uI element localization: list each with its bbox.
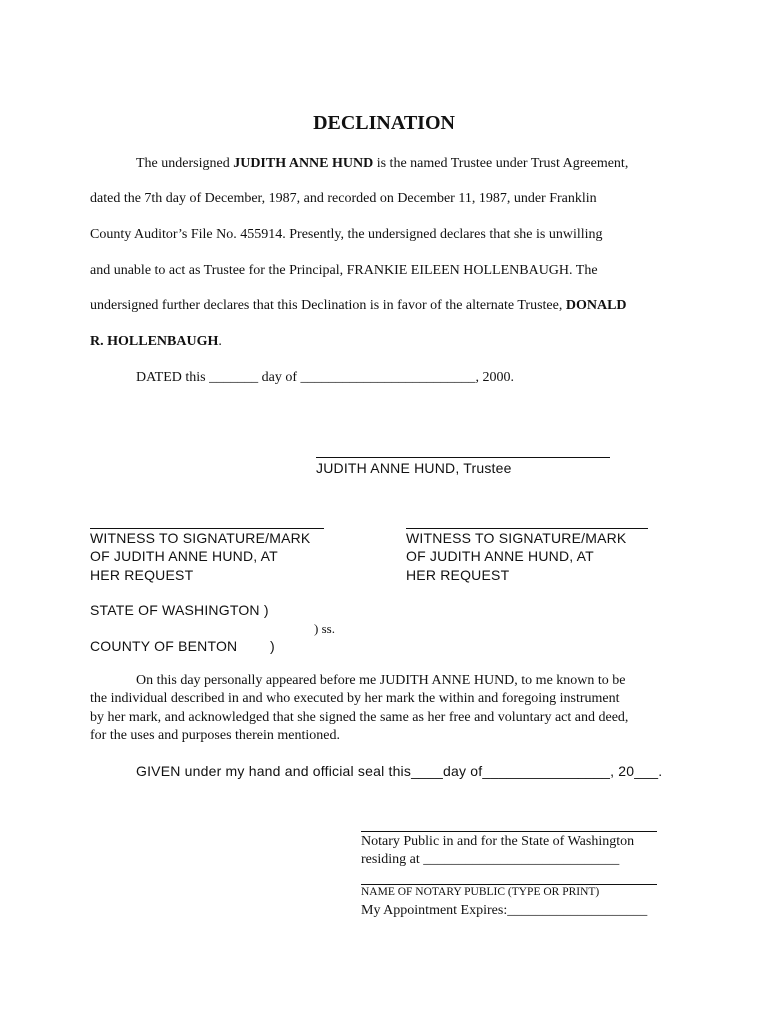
witness-right-label-3: HER REQUEST [406,567,510,583]
trustee-signature-label: JUDITH ANNE HUND, Trustee [316,460,512,476]
notary-name-line [361,884,657,885]
trustee-signature-line [316,457,610,458]
witness-left-label-2: OF JUDITH ANNE HUND, AT [90,548,278,564]
trustee-name: JUDITH ANNE HUND [233,156,374,171]
witness-left-label-1: WITNESS TO SIGNATURE/MARK [90,530,311,546]
notary-residing-line: residing at ____________________________ [361,852,620,867]
witness-right-signature-line [406,528,648,529]
declaration-text: . [218,334,222,349]
alternate-trustee-name: DONALD [565,298,627,313]
notary-public-label: Notary Public in and for the State of Washington [361,834,635,849]
document-title: DECLINATION [313,112,455,134]
declaration-text: is the named Trustee under Trust Agreement, [373,156,629,171]
alternate-trustee-name: R. HOLLENBAUGH [90,334,219,349]
declaration-line-4: and unable to act as Trustee for the Principal, FRANKIE EILEEN HOLLENBAUGH. The [90,263,598,278]
acknowledgment-line-3: by her mark, and acknowledged that she signed the same as her free and voluntary act and deed, [90,710,629,725]
dated-line: DATED this _______ day of _________________________, 2000. [136,370,514,385]
given-line: GIVEN under my hand and official seal this____day of________________, 20___. [136,763,663,779]
notary-name-label: NAME OF NOTARY PUBLIC (TYPE OR PRINT) [361,886,600,898]
witness-left-label-3: HER REQUEST [90,567,194,583]
acknowledgment-line-4: for the uses and purposes therein mentioned. [90,728,340,743]
declaration-text: undersigned further declares that this Declination is in favor of the alternate Trustee, [90,298,566,313]
declaration-line-5 [90,298,627,314]
witness-right-label-2: OF JUDITH ANNE HUND, AT [406,548,594,564]
venue-state: STATE OF WASHINGTON ) [90,602,269,618]
acknowledgment-line-1: On this day personally appeared before me JUDITH ANNE HUND, to me known to be [136,673,626,688]
venue-county-paren: ) [270,638,275,654]
declaration-line-6 [90,334,222,350]
notary-appointment-expires: My Appointment Expires:____________________ [361,903,648,918]
notary-signature-line [361,831,657,832]
declaration-line-3: County Auditor’s File No. 455914. Presently, the undersigned declares that she is unwilling [90,227,603,242]
venue-ss: ) ss. [314,621,335,636]
witness-left-signature-line [90,528,324,529]
witness-right-label-1: WITNESS TO SIGNATURE/MARK [406,530,627,546]
declaration-line-2: dated the 7th day of December, 1987, and recorded on December 11, 1987, under Franklin [90,191,597,206]
declaration-text: The undersigned [136,156,234,171]
acknowledgment-line-2: the individual described in and who executed by her mark the within and foregoing instrument [90,691,620,706]
venue-county: COUNTY OF BENTON [90,638,238,654]
declaration-line-1 [136,156,628,172]
